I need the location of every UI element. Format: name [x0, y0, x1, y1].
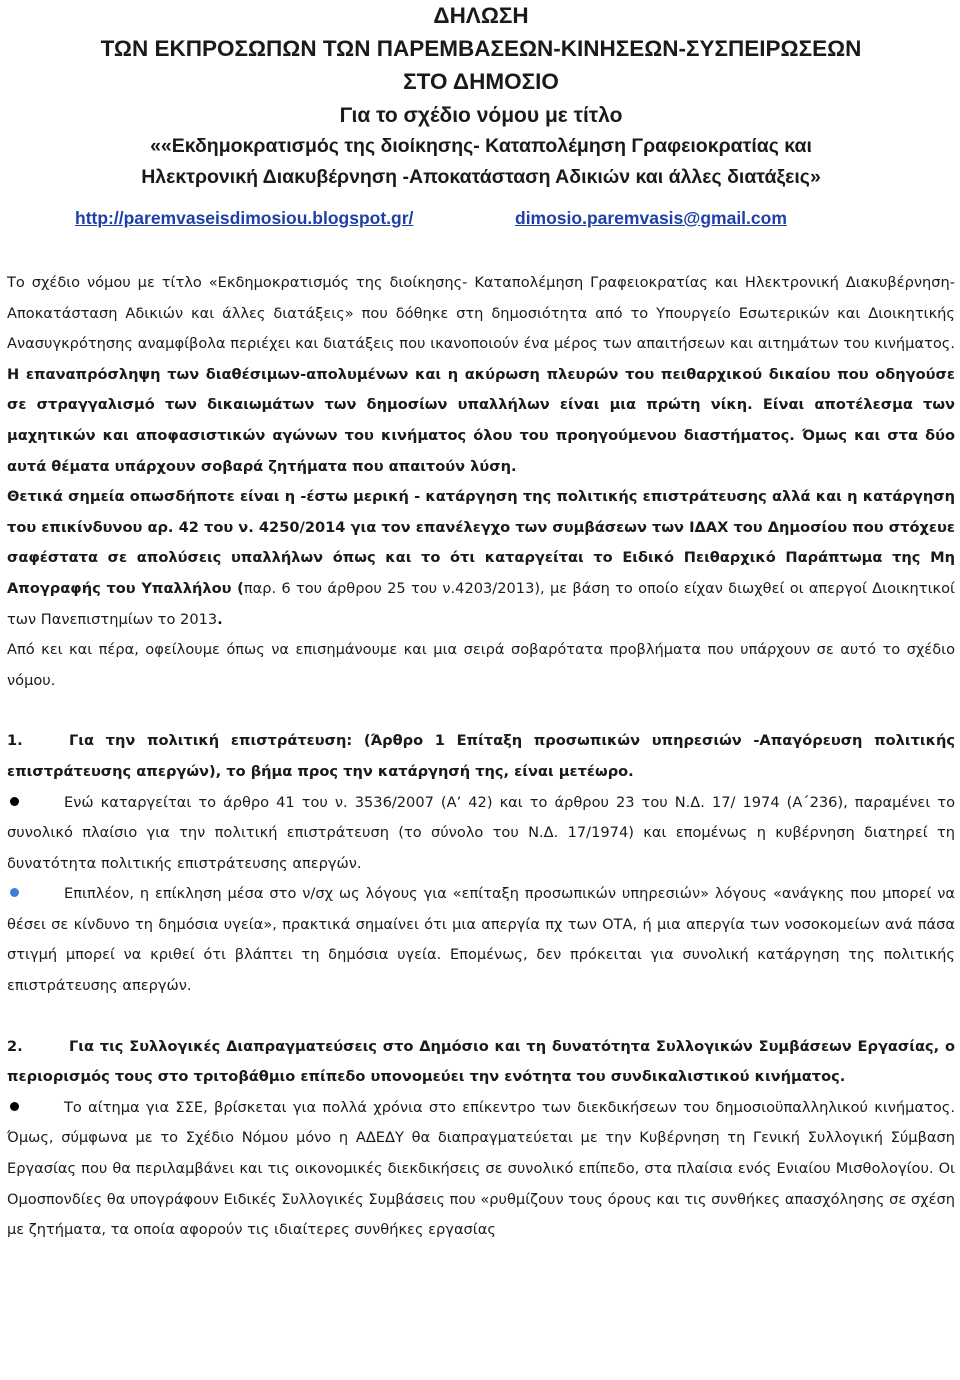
section-1-bullet-1: [7, 788, 955, 880]
section-2-bullet-1: [7, 1093, 955, 1246]
bill-title-line2: Ηλεκτρονική Διακυβέρνηση -Αποκατάσταση Αδικιών και άλλες διατάξεις»: [141, 166, 821, 188]
doc-subtitle: Για το σχέδιο νόμου με τίτλο: [339, 104, 623, 127]
intro-bold-text: Η επαναπρόσληψη των διαθέσιμων-απολυμένων και η ακύρωση πλευρών του πειθαρχικού δικαίου που οδηγούσε σε στραγγαλισμό των δικαιωμάτων των δημοσίων υπαλλήλων είναι μια πρώτη νίκη. Είναι αποτέλεσμα των μαχητικών και αποφασιστικών αγώνων του κινήματος όλου του προηγούμενου διαστήματος. Όμως και στα δύο αυτά θέματα υπάρχουν σοβαρά ζητήματα που απαιτούν λύση.: [7, 365, 955, 475]
section-1-bullet-2-text: Επιπλέον, η επίκληση μέσα στο ν/σχ ως λόγους για «επίταξη προσωπικών υπηρεσιών» λόγους «ανάγκης που μπορεί να θέσει σε κίνδυνο τη δημόσια υγεία», πρακτικά σημαίνει ότι μια απεργία πχ των ΟΤΑ, ή μια απεργία των νοσοκομείων ανά πάσα στιγμή μπορεί να κριθεί ότι βλάπτει τη δημόσια υγεία. Επομένως, δεν πρόκειται για συνολική κατάργηση της πολιτικής επιστράτευσης απεργών.: [7, 885, 955, 995]
doc-title-line2: ΤΩΝ ΕΚΠΡΟΣΩΠΩΝ ΤΩΝ ΠΑΡΕΜΒΑΣΕΩΝ-ΚΙΝΗΣΕΩΝ-ΣΥΣΠΕΙΡΩΣΕΩΝ: [100, 36, 862, 61]
section-1-bullet-1-text: Ενώ καταργείται το άρθρο 41 του ν. 3536/2007 (Α’ 42) και το άρθρου 23 του Ν.Δ. 17/ 1974 (Α΄236), παραμένει το συνολικό πλαίσιο για την πολιτική επιστράτευση (το σύνολο του Ν.Δ. 17/1974) και επομένως η κυβέρνηση διατηρεί τη δυνατότητα πολιτικής επιστράτευσης απεργών.: [7, 793, 955, 872]
doc-title: ΔΗΛΩΣΗ: [433, 3, 529, 28]
positives-bold-text: Θετικά σημεία οπωσδήποτε είναι η -έστω μερική - κατάργηση της πολιτικής επιστράτευσης αλλά και η κατάργηση του επικίνδυνου αρ. 42 του ν. 4250/2014 για τον επανέλεγχο των συμβάσεων των ΙΔΑΧ του Δημοσίου που στόχευε σαφέστατα σε απολύσεις υπαλλήλων όπως και το ότι καταργείται το Ειδικό Πειθαρχικό Παράπτωμα της Μη Απογραφής του Υπαλλήλου (: [7, 488, 955, 597]
problems-paragraph: Από κει και πέρα, οφείλουμε όπως να επισημάνουμε και μια σειρά σοβαρότατα προβλήματα που υπάρχουν σε αυτό το σχέδιο νόμου.: [7, 641, 955, 689]
section-1-heading-text: Για την πολιτική επιστράτευση: (Άρθρο 1 Επίταξη προσωπικών υπηρεσιών -Απαγόρευση πολιτικής επιστράτευσης απεργών), το βήμα προς την κατάργησή της, είναι μετέωρο.: [7, 732, 955, 780]
section-1-bullet-2: [7, 879, 955, 1001]
contact-links: [7, 204, 955, 238]
document: [7, 0, 955, 1246]
section-2-bullet-1-text: Το αίτημα για ΣΣΕ, βρίσκεται για πολλά χρόνια στο επίκεντρο των διεκδικήσεων του δημοσιοϋπαλληλικού κινήματος. Όμως, σύμφωνα με το Σχέδιο Νόμου μόνο η ΑΔΕΔΥ θα διαπραγματεύεται με την Κυβέρνηση τη Γενική Συλλογική Σύμβαση Εργασίας που θα περιλαμβάνει και τις οικονομικές διεκδικήσεις σε συνολικό επίπεδο, στα πλαίσια ενός Ενιαίου Μισθολογίου. Οι Ομοσπονδίες θα υπογράφουν Ειδικές Συλλογικές Συμβάσεις που «ρυθμίζουν τους όρους και τις συνθήκες απασχόλησης σε σχέση με ζητήματα, τα οποία αφορούν τις ιδιαίτερες συνθήκες εργασίας: [7, 1098, 955, 1239]
bullet-icon: [10, 1102, 19, 1111]
document-body: [7, 268, 955, 1246]
positives-paragraph: [7, 482, 955, 635]
section-2-heading: [7, 1032, 955, 1093]
doc-title-line3: ΣΤΟ ΔΗΜΟΣΙΟ: [403, 69, 559, 94]
bullet-icon: [10, 888, 19, 897]
positives-text: παρ. 6 του άρθρου 25 του ν.4203/2013), με βάση το οποίο είχαν διωχθεί οι απεργοί Διοικητικοί των Πανεπιστημίων το 2013: [7, 579, 955, 628]
bill-title-line1: ««Εκδημοκρατισμός της διοίκησης- Καταπολέμηση Γραφειοκρατίας και: [150, 135, 812, 157]
intro-paragraph: [7, 268, 955, 482]
email-link[interactable]: dimosio.paremvasis@gmail.com: [515, 208, 787, 228]
blog-link[interactable]: http://paremvaseisdimosiou.blogspot.gr/: [75, 208, 414, 228]
positives-end: .: [217, 610, 223, 628]
section-1-number: 1.: [7, 732, 23, 750]
section-2-number: 2.: [7, 1037, 23, 1055]
section-1-heading: [7, 726, 955, 787]
section-2-heading-text: Για τις Συλλογικές Διαπραγματεύσεις στο Δημόσιο και τη δυνατότητα Συλλογικών Συμβάσεων Εργασίας, ο περιορισμός τους στο τριτοβάθμιο επίπεδο υπονομεύει την ενότητα του συνδικαλιστικού κινήματος.: [7, 1037, 955, 1086]
bullet-icon: [10, 797, 19, 806]
intro-text: Το σχέδιο νόμου με τίτλο «Εκδημοκρατισμός της διοίκησης- Καταπολέμηση Γραφειοκρατίας και Ηλεκτρονική Διακυβέρνηση-Αποκατάσταση Αδικιών και άλλες διατάξεις» που δόθηκε στη δημοσιότητα από το Υπουργείο Εσωτερικών και Διοικητικής Ανασυγκρότησης αναμφίβολα περιέχει και διατάξεις που ικανοποιούν ένα μέρος των απαιτήσεων και αιτημάτων του κινήματος.: [7, 274, 955, 353]
